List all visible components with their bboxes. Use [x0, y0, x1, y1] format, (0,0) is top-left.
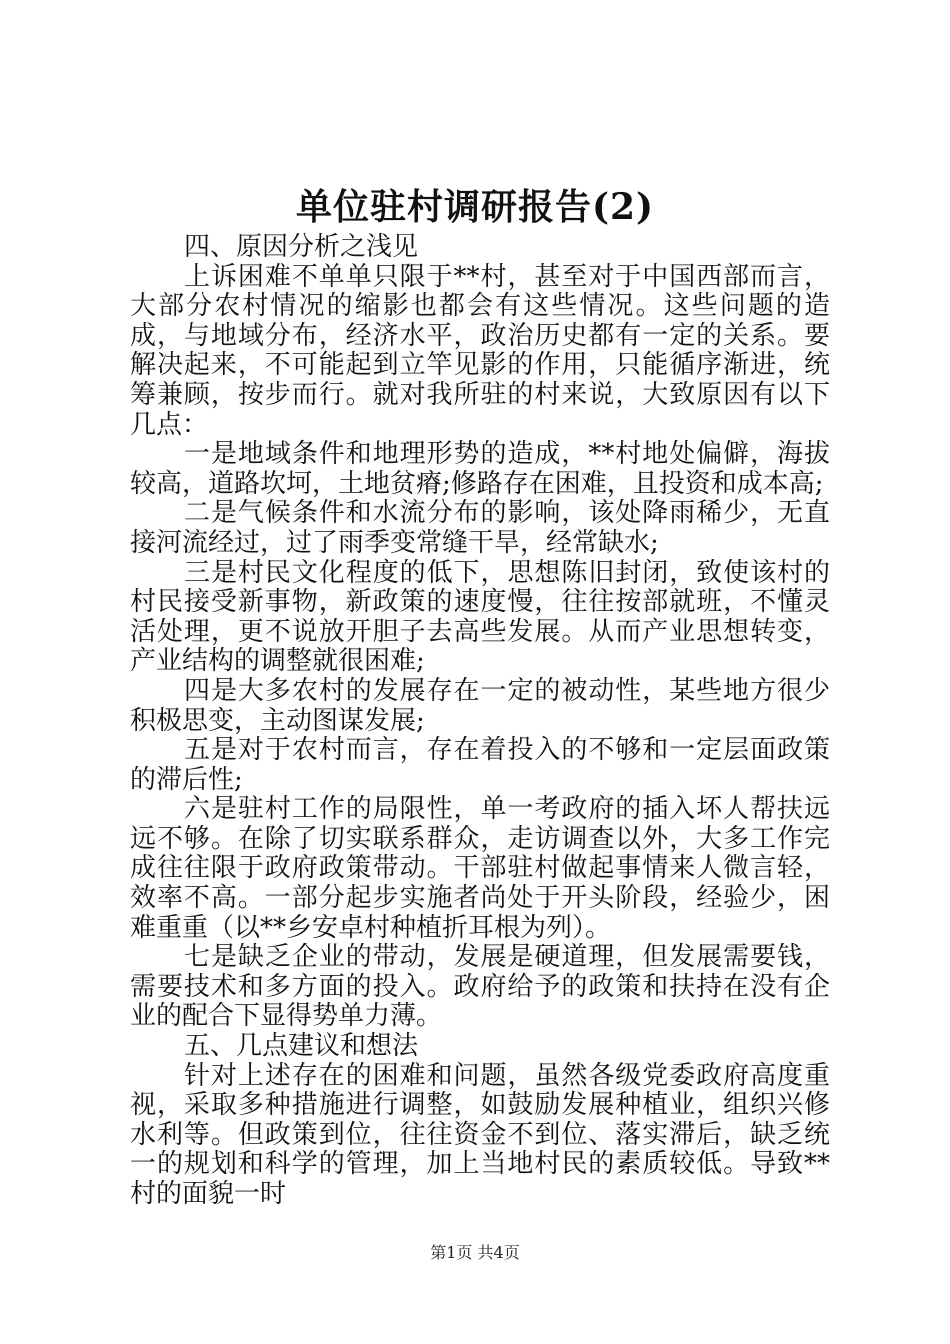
- page-footer: 第1页 共4页: [430, 1243, 520, 1262]
- body-paragraph: 四是大多农村的发展存在一定的被动性，某些地方很少积极思变，主动图谋发展;: [130, 675, 830, 736]
- document-title: 单位驻村调研报告(2): [295, 186, 655, 228]
- body-paragraph: 五是对于农村而言，存在着投入的不够和一定层面政策的滞后性;: [130, 735, 830, 795]
- section-heading: 四、原因分析之浅见: [184, 232, 419, 262]
- section-heading: 五、几点建议和想法: [184, 1031, 419, 1062]
- body-paragraph: 上诉困难不单单只限于**村，甚至对于中国西部而言，大部分农村情况的缩影也都会有这些情况。这些问题的造成，与地域分布，经济水平，政治历史都有一定的关系。要解决起来，不可能起到立竿见影的作用，只能循序渐进，统筹兼顾，按步而行。就对我所驻的村来说，大致原因有以下几点：: [130, 261, 830, 440]
- body-paragraph: 一是地域条件和地理形势的造成，**村地处偏僻，海拔较高，道路坎坷，土地贫瘠;修路存在困难，且投资和成本高;: [130, 439, 830, 499]
- document-body: [130, 233, 830, 1210]
- body-paragraph: 六是驻村工作的局限性，单一考政府的插入坏人帮扶远远不够。在除了切实联系群众，走访调查以外，大多工作完成往往限于政府政策带动。干部驻村做起事情来人微言轻，效率不高。一部分起步实施者尚处于开头阶段，经验少，困难重重（以**乡安卓村种植折耳根为列）。: [130, 794, 830, 943]
- body-paragraph: 针对上述存在的困难和问题，虽然各级党委政府高度重视，采取多种措施进行调整，如鼓励发展种植业，组织兴修水利等。但政策到位，往往资金不到位、落实滞后，缺乏统一的规划和科学的管理，加上当地村民的素质较低。导致**村的面貌一时: [130, 1060, 830, 1209]
- body-paragraph: 七是缺乏企业的带动，发展是硬道理，但发展需要钱，需要技术和多方面的投入。政府给予的政策和扶持在没有企业的配合下显得势单力薄。: [130, 942, 830, 1032]
- body-paragraph: 三是村民文化程度的低下，思想陈旧封闭，致使该村的村民接受新事物，新政策的速度慢，往往按部就班，不懂灵活处理，更不说放开胆子去高些发展。从而产业思想转变，产业结构的调整就很困难;: [130, 557, 830, 677]
- body-paragraph: 二是气候条件和水流分布的影响，该处降雨稀少，无直接河流经过，过了雨季变常缝干旱，经常缺水;: [130, 498, 830, 558]
